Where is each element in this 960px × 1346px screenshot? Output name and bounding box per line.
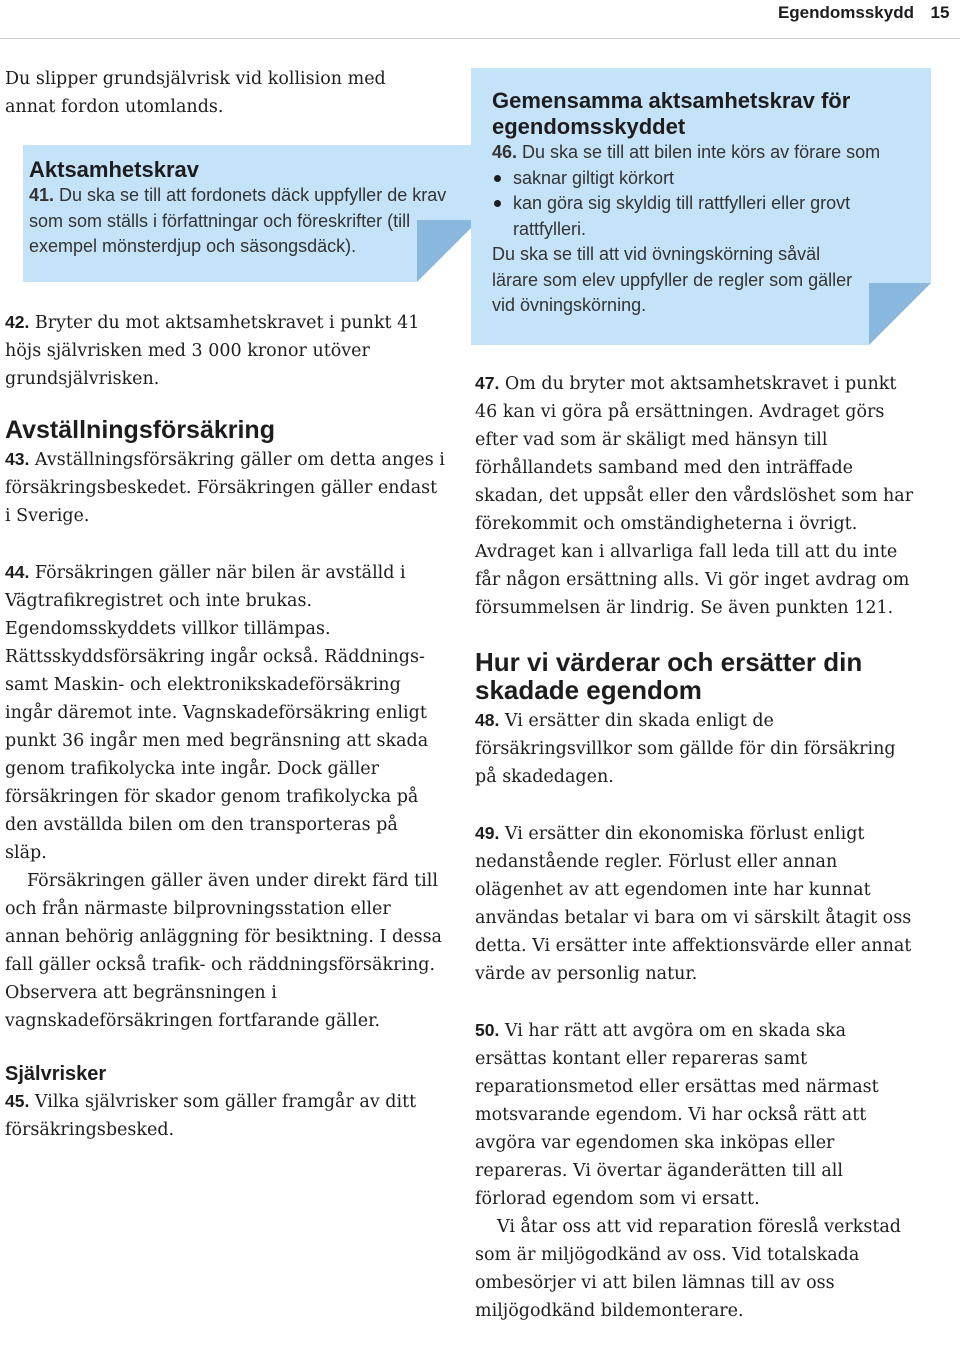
paragraph-49 — [475, 819, 920, 988]
list-item: kan göra sig skyldig till rattfylleri eller grovt rattfylleri. — [492, 191, 911, 242]
note-gemensamma-aktsamhetskrav — [471, 68, 931, 345]
item-number: 42. — [5, 311, 30, 332]
item-number: 47. — [475, 372, 500, 393]
paragraph-45 — [5, 1087, 445, 1144]
intro-paragraph: Du slipper grundsjälvrisk vid kollision med annat fordon utomlands. — [5, 69, 386, 117]
paragraph-text: Vilka självrisker som gäller framgår av ditt försäkringsbesked. — [5, 1091, 417, 1140]
page-header — [0, 0, 960, 39]
paragraph-text: Vi ersätter din ekonomiska förlust enligt nedanstående regler. Förlust eller annan olägenhet av att egendomen inte har kunnat användas betalar vi bara om vi särskilt åtagit oss detta. Vi ersätter inte affektionsvärde eller annat värde av personlig natur. — [475, 823, 912, 984]
right-column — [475, 68, 920, 1325]
heading-hur-vi-varderar: Hur vi värderar och ersätter din skadade egendom — [475, 646, 863, 705]
item-number: 41. — [29, 185, 55, 205]
heading-avstallningsforsakring: Avställningsförsäkring — [5, 415, 275, 444]
paragraph-text: Bryter du mot aktsamhetskravet i punkt 41 höjs självrisken med 3 000 kronor utöver grundsjälvrisken. — [5, 312, 420, 389]
item-number: 50. — [475, 1019, 500, 1040]
note-aktsamhetskrav — [23, 145, 479, 282]
item-number: 46. — [492, 142, 518, 162]
folded-corner — [417, 220, 479, 282]
paragraph-47 — [475, 369, 920, 622]
paragraph-text: Du ska se till att bilen inte körs av förare som — [517, 142, 881, 162]
list-item: saknar giltigt körkort — [492, 166, 911, 192]
paragraph-48 — [475, 706, 920, 791]
paragraph-50-continued: Vi åtar oss att vid reparation föreslå verkstad som är miljögodkänd av oss. Vid totalskada ombesörjer vi att bilen lämnas till av oss miljögodkänd bildemonterare. — [475, 1216, 902, 1321]
bullet-list — [492, 166, 911, 243]
heading-sjalvrisker: Självrisker — [5, 1062, 107, 1085]
page-number: 15 — [930, 3, 950, 22]
paragraph-text: Du ska se till att fordonets däck uppfyller de krav som som ställs i författningar och föreskrifter (till exempel mönsterdjup och säsongsdäck). — [29, 185, 447, 256]
paragraph-50 — [475, 1016, 920, 1213]
left-column — [5, 65, 445, 1144]
item-number: 43. — [5, 448, 30, 469]
section-title: Egendomsskydd — [777, 3, 914, 22]
note-paragraph: Du ska se till att vid övningskörning såväl lärare som elev uppfyller de regler som gäller vid övningskörning. — [492, 244, 853, 315]
paragraph-43 — [5, 445, 445, 530]
note-heading: Gemensamma aktsamhetskrav för egendomsskyddet — [492, 88, 851, 139]
paragraph-text: Försäkringen gäller när bilen är avställd i Vägtrafikregistret och inte brukas. Egendomsskyddets villkor tillämpas. Rättsskyddsförsäkring ingår också. Räddnings- samt Maskin- och elektronikskadeförsäkring ingår däremot inte. Vagnskadeförsäkring enligt punkt 36 ingår men med begränsning att skada genom trafikolycka inte ingår. Dock gäller försäkringen för skador genom trafikolycka på den avställda bilen om den transporteras på släp. — [5, 562, 429, 863]
note-heading: Aktsamhetskrav — [29, 157, 199, 182]
item-number: 49. — [475, 822, 500, 843]
item-number: 44. — [5, 561, 30, 582]
paragraph-44 — [5, 558, 445, 867]
folded-corner — [869, 283, 931, 345]
paragraph-41 — [29, 183, 451, 260]
item-number: 48. — [475, 709, 500, 730]
paragraph-text: Om du bryter mot aktsamhetskravet i punkt 46 kan vi göra på ersättningen. Avdraget görs efter vad som är skäligt med hänsyn till förhållandets samband med den inträffade skadan, det uppsåt eller den vårdslöshet som har förekommit och omständigheterna i övrigt. Avdraget kan i allvarliga fall leda till att du inte får någon ersättning alls. Vi gör inget avdrag om försummelsen är lindrig. Se även punkten 121. — [475, 373, 914, 618]
paragraph-46 — [492, 140, 911, 166]
item-number: 45. — [5, 1090, 30, 1111]
paragraph-44-continued: Försäkringen gäller även under direkt färd till och från närmaste bilprovningsstation eller annan behörig anläggning för besiktning. I dessa fall gäller också trafik- och räddningsförsäkring. Observera att begränsningen i vagnskadeförsäkringen fortfarande gäller. — [5, 870, 442, 1031]
paragraph-text: Vi har rätt att avgöra om en skada ska ersättas kontant eller repareras samt reparationsmetod eller ersättas med närmast motsvarande egendom. Vi har också rätt att avgöra var egendomen ska inköpas eller repareras. Vi övertar äganderätten till all förlorad egendom som vi ersatt. — [475, 1020, 879, 1209]
paragraph-text: Vi ersätter din skada enligt de försäkringsvillkor som gällde för din försäkring på skadedagen. — [475, 710, 896, 787]
paragraph-42 — [5, 308, 445, 393]
paragraph-text: Avställningsförsäkring gäller om detta anges i försäkringsbeskedet. Försäkringen gäller endast i Sverige. — [5, 449, 445, 526]
